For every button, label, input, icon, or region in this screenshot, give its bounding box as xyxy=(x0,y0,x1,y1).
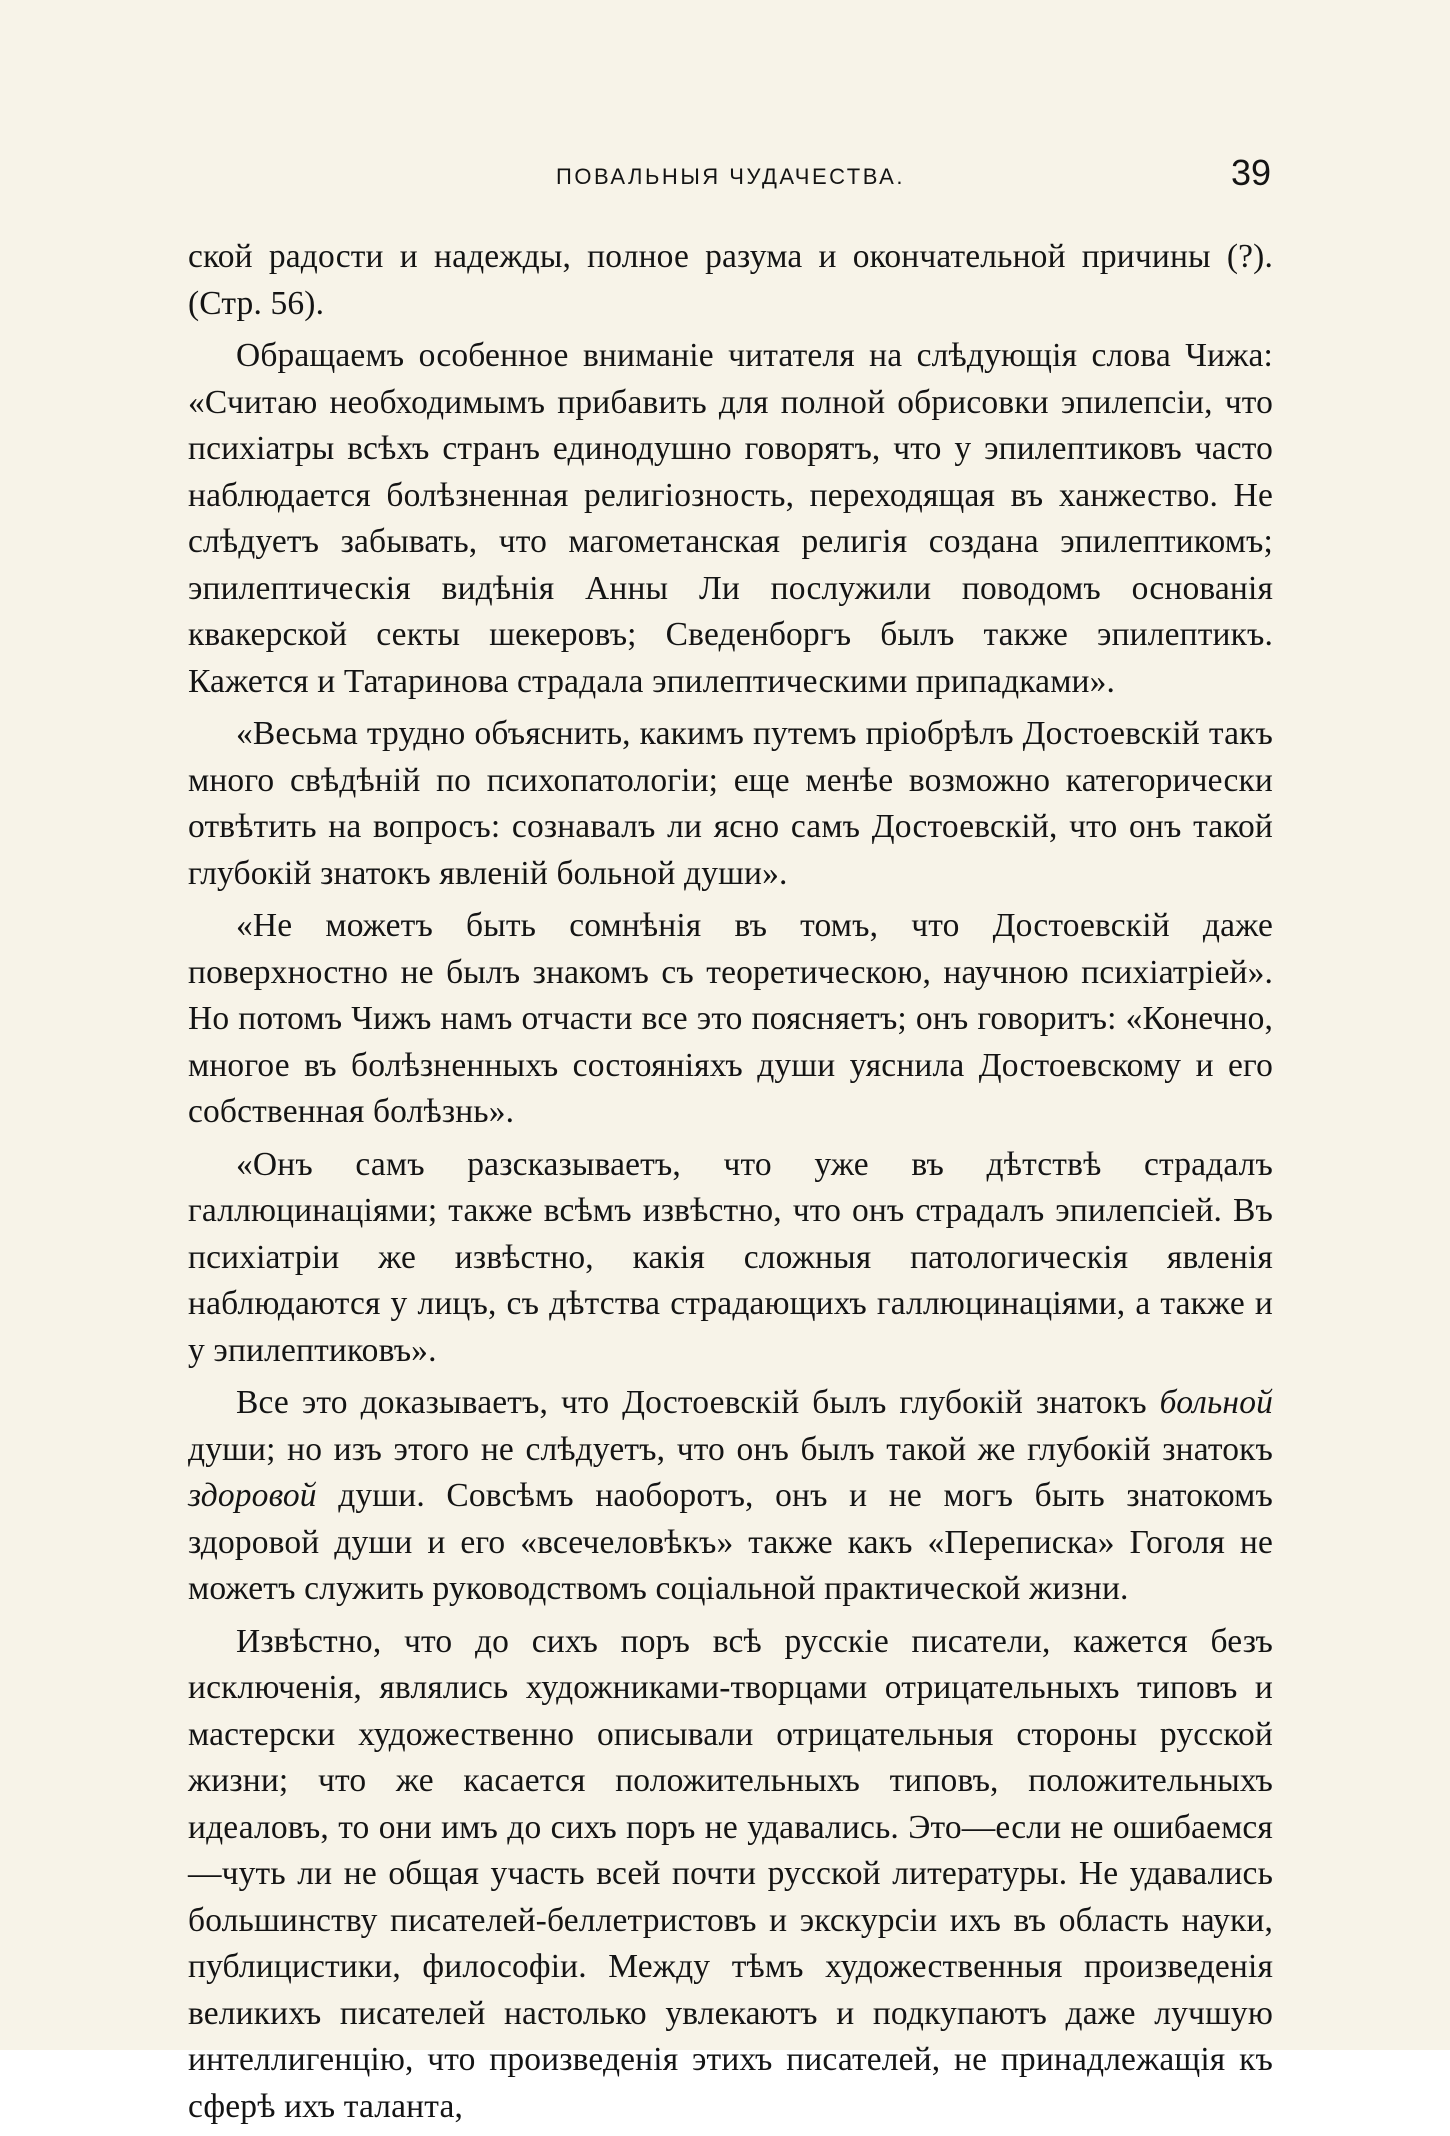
emphasis-zdorovoy: здоровой xyxy=(188,1477,317,1514)
paragraph-6 xyxy=(188,1380,1273,1613)
paragraph-4: «Не можетъ быть сомнѣнія въ томъ, что Достоевскій даже поверхностно не былъ знакомъ съ теоретическою, научною психіатріей». Но потомъ Чижъ намъ отчасти все это поясняетъ; онъ говоритъ: «Конечно, многое въ болѣзненныхъ состояніяхъ души уяснила Достоевскому и его собственная болѣзнь». xyxy=(188,907,1273,1130)
page-number: 39 xyxy=(1230,152,1271,193)
paragraph-5: «Онъ самъ разсказываетъ, что уже въ дѣтствѣ страдалъ галлюцинаціями; также всѣмъ извѣстно, что онъ страдалъ эпилепсіей. Въ психіатріи же извѣстно, какія сложныя патологическія явленія наблюдаются у лицъ, съ дѣтства страдающихъ галлюцинаціями, а также и у эпилептиковъ». xyxy=(188,1145,1273,1369)
paragraph-6-text-after: души. Совсѣмъ наоборотъ, онъ и не могъ быть знатокомъ здоровой души и его «всечеловѣкъ» также какъ «Переписка» Гоголя не можетъ служить руководствомъ соціальной практической жизни. xyxy=(188,1477,1273,1607)
paragraph-7: Извѣстно, что до сихъ поръ всѣ русскіе писатели, кажется безъ исключенія, являлись художниками-творцами отрицательныхъ типовъ и мастерски художественно описывали отрицательныя стороны русской жизни; что же касается положительныхъ типовъ, положительныхъ идеаловъ, то они имъ до сихъ поръ не удавались. Это—если не ошибаемся—чуть ли не общая участь всей почти русской литературы. Не удавались большинству писателей-беллетристовъ и экскурсіи ихъ въ область науки, публицистики, философіи. Между тѣмъ художественныя произведенія великихъ писателей настолько увлекаютъ и подкупаютъ даже лучшую интеллигенцію, что произведенія этихъ писателей, не принадлежащія къ сферѣ ихъ таланта, xyxy=(188,1622,1273,2125)
paragraph-6-text-before: Все это доказываетъ, что Достоевскій былъ глубокій знатокъ xyxy=(236,1384,1160,1421)
running-title: ПОВАЛЬНЫЯ ЧУДАЧЕСТВА. xyxy=(556,164,905,189)
page-content xyxy=(188,150,1273,2136)
paragraph-6-text-between: души; но изъ этого не слѣдуетъ, что онъ былъ такой же глубокій знатокъ xyxy=(188,1430,1273,1468)
paragraph-3: «Весьма трудно объяснить, какимъ путемъ пріобрѣлъ Достоевскій такъ много свѣдѣній по психопатологіи; еще менѣе возможно категорически отвѣтить на вопросъ: сознавалъ ли ясно самъ Достоевскій, что онъ такой глубокій знатокъ явленій больной души». xyxy=(188,715,1273,892)
body-text xyxy=(188,234,1273,2130)
paragraph-2: Обращаемъ особенное вниманіе читателя на слѣдующія слова Чижа: «Считаю необходимымъ прибавить для полной обрисовки эпилепсіи, что психіатры всѣхъ странъ единодушно говорятъ, что у эпилептиковъ часто наблюдается болѣзненная религіозность, переходящая въ ханжество. Не слѣдуетъ забывать, что магометанская религія создана эпилептикомъ; эпилептическія видѣнія Анны Ли послужили поводомъ основанія квакерской секты шекеровъ; Сведенборгъ былъ также эпилептикъ. Кажется и Татаринова страдала эпилептическими припадками». xyxy=(188,337,1273,700)
running-head xyxy=(188,150,1273,210)
paragraph-1: ской радости и надежды, полное разума и окончательной причины (?). (Стр. 56). xyxy=(188,238,1273,322)
emphasis-bolnoy: больной xyxy=(1159,1384,1273,1421)
